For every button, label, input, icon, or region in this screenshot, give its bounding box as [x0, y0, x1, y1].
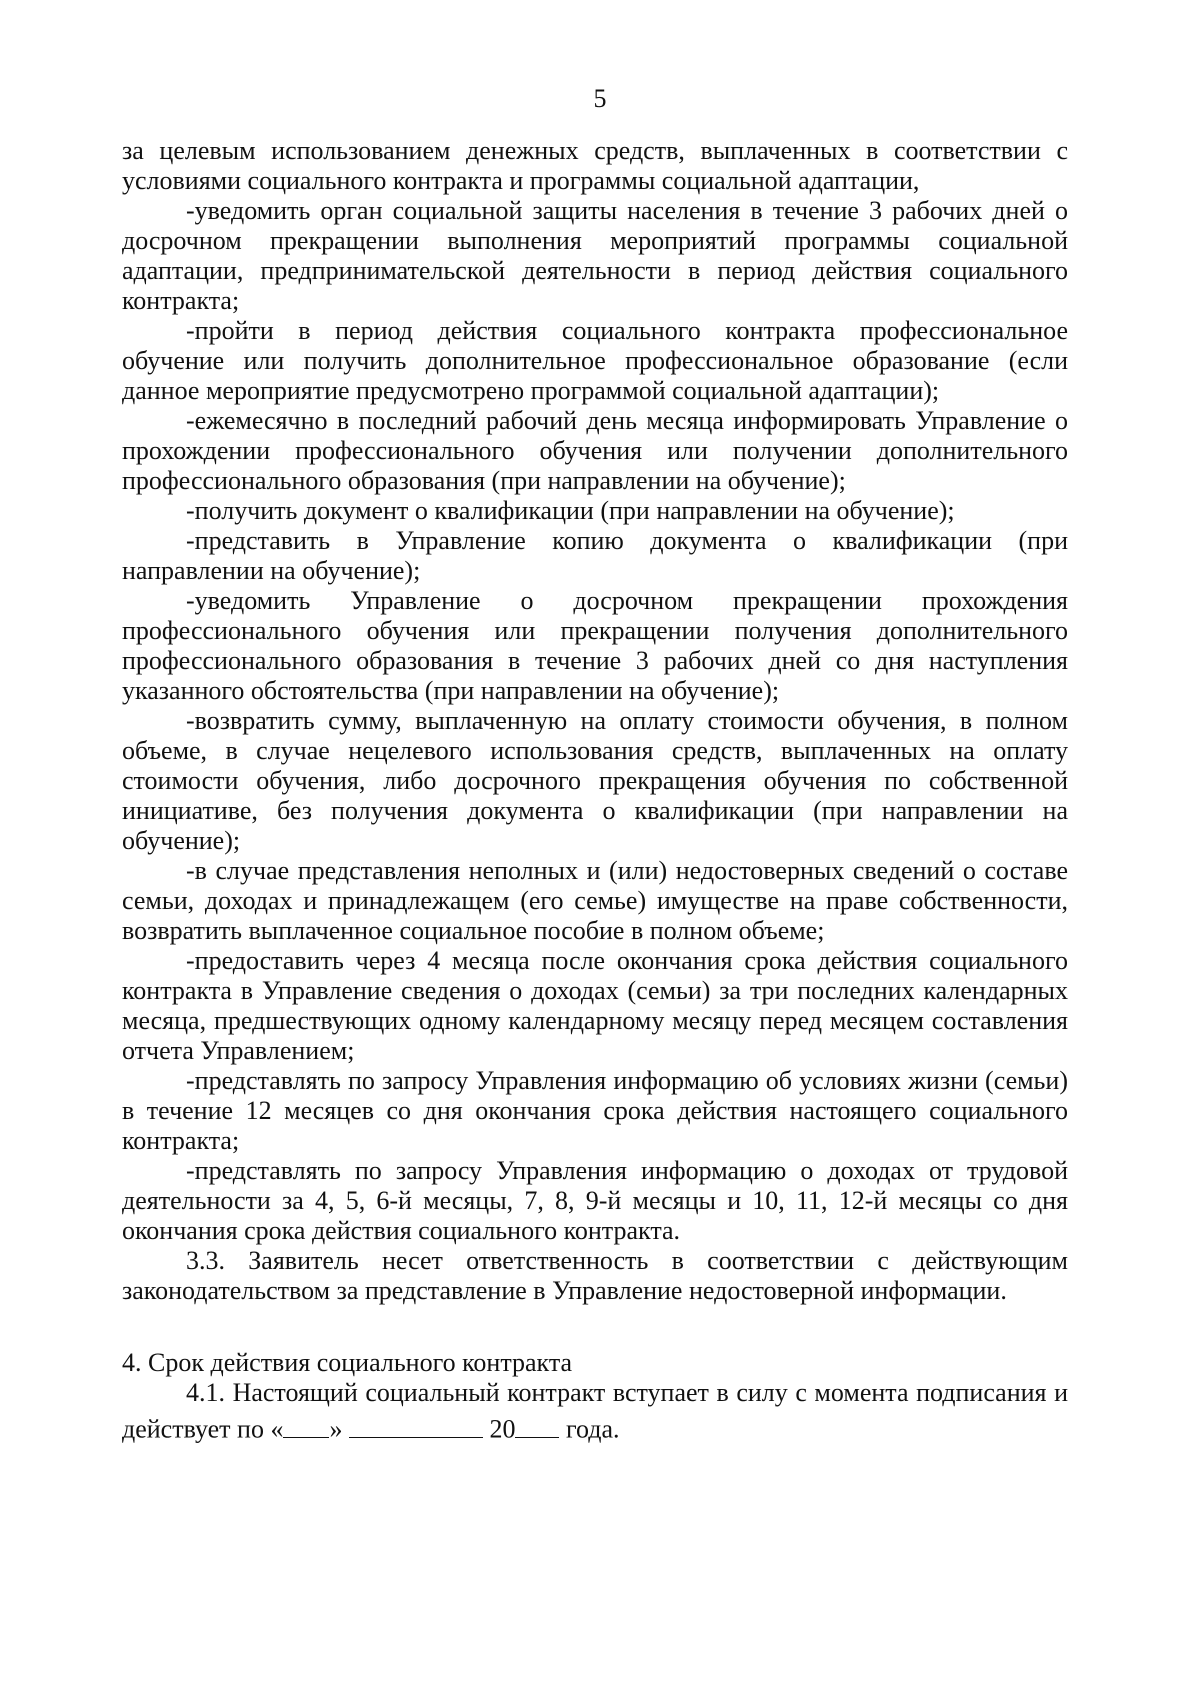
- obligation-living-conditions: -представлять по запросу Управления информацию об условиях жизни (семьи) в течение 12 месяцев со дня окончания срока действия настоящего социального контракта;: [122, 1066, 1068, 1155]
- clause-4-1-text: 4.1. Настоящий социальный контракт вступает в силу с момента подписания и действует по «: [122, 1378, 1068, 1444]
- obligation-income-info: -представлять по запросу Управления информацию о доходах от трудовой деятельности за 4, 5, 6-й месяцы, 7, 8, 9-й месяцы и 10, 11, 12-й месяцы со дня окончания срока действия социального контракта.: [122, 1156, 1068, 1245]
- document-body: [122, 136, 1068, 1445]
- clause-4-1: [122, 1378, 1068, 1445]
- year-prefix: 20: [489, 1414, 516, 1444]
- month-blank: [349, 1408, 483, 1438]
- clause-4-1-suffix: года.: [565, 1414, 620, 1444]
- year-blank: [515, 1408, 559, 1438]
- obligation-submit-copy: -представить в Управление копию документа о квалификации (при направлении на обучение);: [122, 526, 1068, 585]
- obligation-notify-early-termination: -уведомить орган социальной защиты населения в течение 3 рабочих дней о досрочном прекращении выполнения мероприятий программы социальной адаптации, предпринимательской деятельности в период действия социального контракта;: [122, 196, 1068, 315]
- day-close-quote: »: [329, 1414, 343, 1444]
- obligation-get-qualification: -получить документ о квалификации (при направлении на обучение);: [186, 496, 955, 525]
- day-blank: [283, 1408, 329, 1438]
- clause-3-3: 3.3. Заявитель несет ответственность в соответствии с действующим законодательством за представление в Управление недостоверной информации.: [122, 1246, 1068, 1305]
- obligation-income-report: -предоставить через 4 месяца после окончания срока действия социального контракта в Управление сведения о доходах (семьи) за три последних календарных месяца, предшествующих одному календарному месяцу перед месяцем составления отчета Управлением;: [122, 946, 1068, 1065]
- obligation-monthly-report: -ежемесячно в последний рабочий день месяца информировать Управление о прохождении профессионального обучения или получении дополнительного профессионального образования (при направлении на обучение);: [122, 406, 1068, 495]
- page-number: 5: [593, 84, 607, 113]
- obligation-training: -пройти в период действия социального контракта профессиональное обучение или получить дополнительное профессиональное образование (если данное мероприятие предусмотрено программой социальной адаптации);: [122, 316, 1068, 405]
- obligation-notify-training-stop: -уведомить Управление о досрочном прекращении прохождения профессионального обучения или прекращении получения дополнительного профессионального образования в течение 3 рабочих дней со дня наступления указанного обстоятельства (при направлении на обучение);: [122, 586, 1068, 705]
- section-heading: 4. Срок действия социального контракта: [122, 1348, 573, 1377]
- obligation-refund-training: -возвратить сумму, выплаченную на оплату стоимости обучения, в полном объеме, в случае нецелевого использования средств, выплаченных на оплату стоимости обучения, либо досрочного прекращения обучения по собственной инициативе, без получения документа о квалификации (при направлении на обучение);: [122, 706, 1068, 855]
- paragraph-continuation: за целевым использованием денежных средств, выплаченных в соответствии с условиями социального контракта и программы социальной адаптации,: [122, 136, 1068, 195]
- obligation-refund-benefit: -в случае представления неполных и (или) недостоверных сведений о составе семьи, доходах и принадлежащем (его семье) имуществе на праве собственности, возвратить выплаченное социальное пособие в полном объеме;: [122, 856, 1068, 945]
